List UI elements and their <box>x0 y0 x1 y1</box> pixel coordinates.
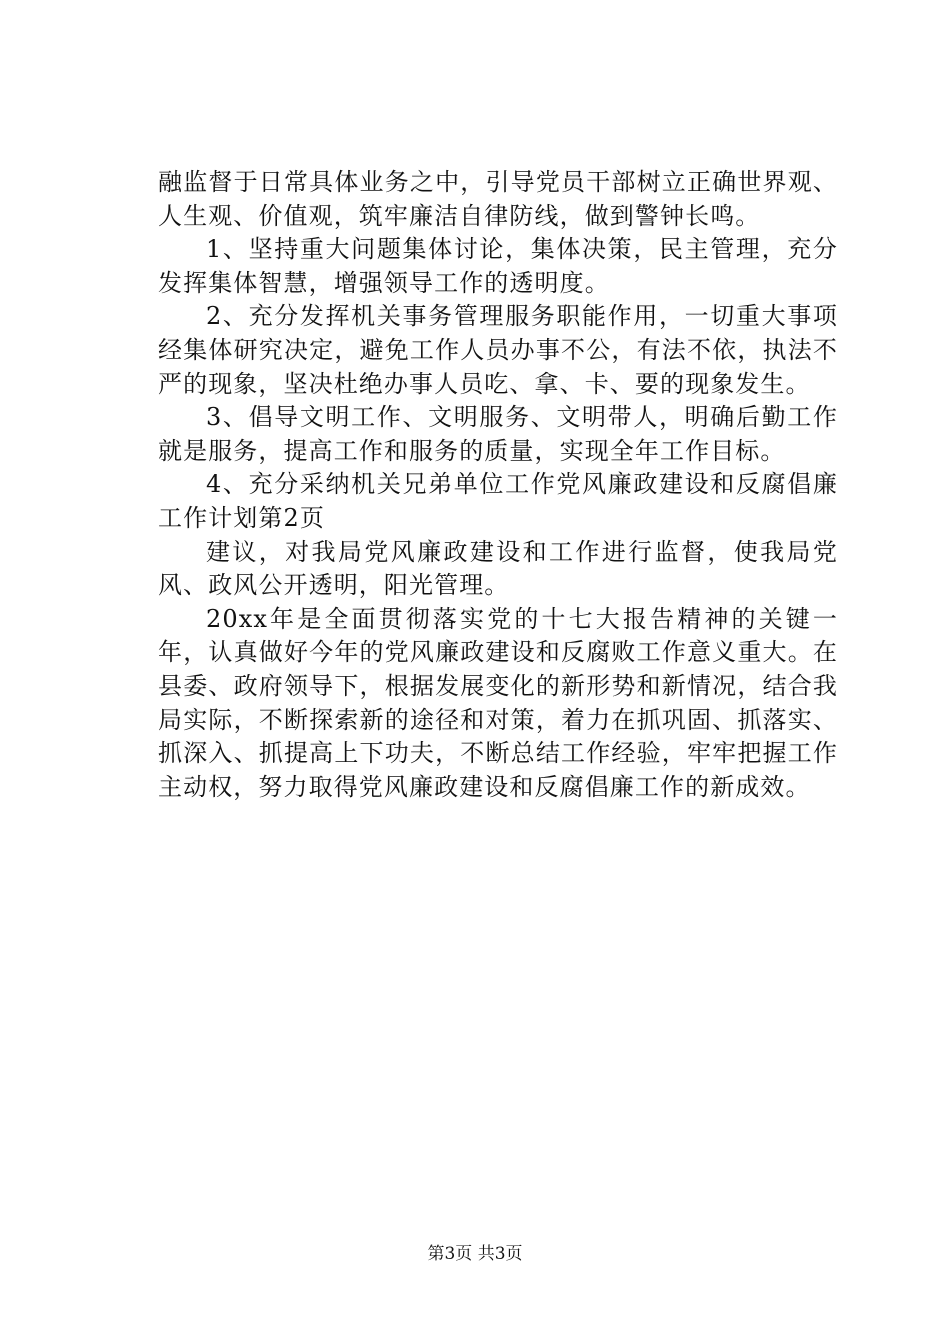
paragraph-item-1: 1、坚持重大问题集体讨论，集体决策，民主管理，充分发挥集体智慧，增强领导工作的透明度。 <box>158 235 838 297</box>
paragraph-item-3: 3、倡导文明工作、文明服务、文明带人，明确后勤工作就是服务，提高工作和服务的质量，实现全年工作目标。 <box>158 403 838 465</box>
page-footer: 第3页 共3页 <box>427 1244 523 1264</box>
paragraph-suggestion: 建议，对我局党风廉政建设和工作进行监督，使我局党风、政风公开透明，阳光管理。 <box>158 537 838 600</box>
document-body <box>158 166 838 804</box>
paragraph-continuation: 融监督于日常具体业务之中，引导党员干部树立正确世界观、人生观、价值观，筑牢廉洁自律防线，做到警钟长鸣。 <box>158 168 838 230</box>
paragraph-conclusion: 20xx年是全面贯彻落实党的十七大报告精神的关键一年，认真做好今年的党风廉政建设和反腐败工作意义重大。在县委、政府领导下，根据发展变化的新形势和新情况，结合我局实际，不断探索新的途径和对策，着力在抓巩固、抓落实、抓深入、抓提高上下功夫，不断总结工作经验，牢牢把握工作主动权，努力取得党风廉政建设和反腐倡廉工作的新成效。 <box>158 604 838 801</box>
paragraph-item-4: 4、充分采纳机关兄弟单位工作党风廉政建设和反腐倡廉工作计划第2页 <box>158 470 838 532</box>
paragraph-item-2: 2、充分发挥机关事务管理服务职能作用，一切重大事项经集体研究决定，避免工作人员办事不公，有法不依，执法不严的现象，坚决杜绝办事人员吃、拿、卡、要的现象发生。 <box>158 302 838 398</box>
